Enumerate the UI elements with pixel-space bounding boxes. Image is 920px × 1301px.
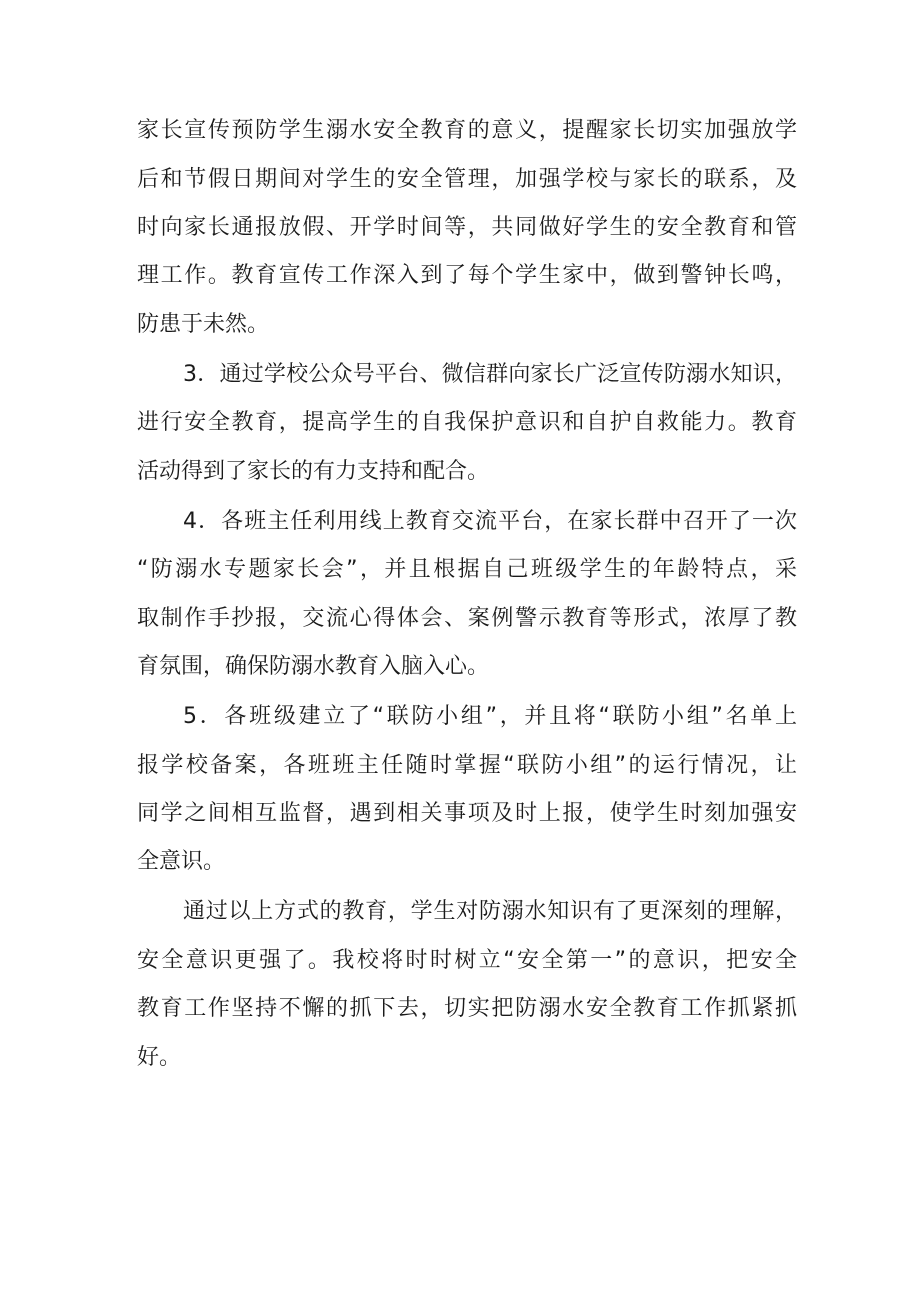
text-line: 教育工作坚持不懈的抓下去，切实把防溺水安全教育工作抓紧抓 [137, 996, 797, 1021]
text-line: 报学校备案，各班班主任随时掌握“联防小组”的运行情况，让 [137, 753, 797, 778]
text-line: 时向家长通报放假、开学时间等，共同做好学生的安全教育和管 [137, 215, 797, 240]
text-line: 防患于未然。 [137, 312, 270, 337]
text-line: 3．通过学校公众号平台、微信群向家长广泛宣传防溺水知识， [183, 362, 797, 387]
text-line: 4．各班主任利用线上教育交流平台，在家长群中召开了一次 [183, 509, 797, 534]
text-line: 活动得到了家长的有力支持和配合。 [137, 459, 490, 484]
text-line: 育氛围，确保防溺水教育入脑入心。 [137, 654, 490, 679]
text-line: 好。 [137, 1045, 182, 1070]
text-line: 同学之间相互监督，遇到相关事项及时上报，使学生时刻加强安 [137, 801, 797, 826]
text-line: 5．各班级建立了“联防小组”，并且将“联防小组”名单上 [183, 704, 797, 729]
text-line: 家长宣传预防学生溺水安全教育的意义，提醒家长切实加强放学 [137, 118, 797, 143]
text-line: 后和节假日期间对学生的安全管理，加强学校与家长的联系，及 [137, 167, 797, 192]
text-line: 全意识。 [137, 849, 226, 874]
text-line: 通过以上方式的教育，学生对防溺水知识有了更深刻的理解， [183, 899, 797, 924]
text-line: 安全意识更强了。我校将时时树立“安全第一”的意识，把安全 [137, 948, 797, 973]
text-line: 取制作手抄报，交流心得体会、案例警示教育等形式，浓厚了教 [137, 606, 797, 631]
text-line: 理工作。教育宣传工作深入到了每个学生家中，做到警钟长鸣， [137, 263, 797, 288]
text-line: 进行安全教育，提高学生的自我保护意识和自护自救能力。教育 [137, 410, 797, 435]
text-line: “防溺水专题家长会”，并且根据自己班级学生的年龄特点，采 [137, 557, 797, 582]
